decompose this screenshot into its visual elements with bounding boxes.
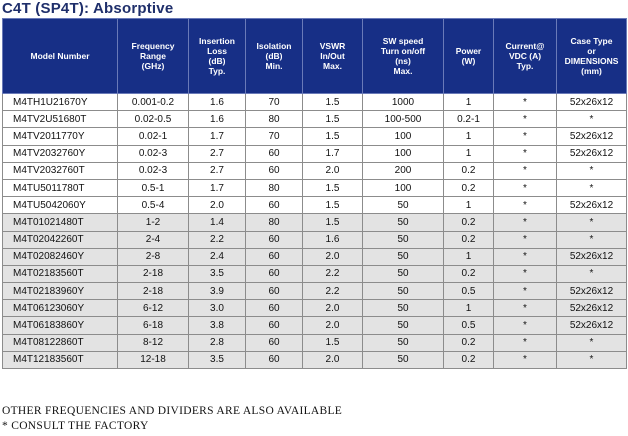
cell-model-number: M4TV2U51680T (3, 111, 118, 128)
cell-current: * (494, 214, 557, 231)
table-row (3, 128, 627, 145)
cell-frequency-range: 6-12 (118, 300, 189, 317)
cell-case-type: 52x26x12 (557, 248, 627, 265)
cell-case-type: * (557, 179, 627, 196)
cell-current: * (494, 94, 557, 111)
cell-sw-speed: 50 (363, 317, 444, 334)
cell-frequency-range: 0.001-0.2 (118, 94, 189, 111)
cell-current: * (494, 145, 557, 162)
cell-current: * (494, 283, 557, 300)
table-header (3, 19, 627, 94)
cell-insertion-loss: 2.8 (189, 334, 246, 351)
cell-insertion-loss: 3.0 (189, 300, 246, 317)
cell-frequency-range: 2-18 (118, 283, 189, 300)
cell-vswr: 2.2 (303, 265, 363, 282)
header-vswr: VSWR In/Out Max. (303, 19, 363, 94)
cell-isolation: 60 (246, 300, 303, 317)
cell-isolation: 60 (246, 334, 303, 351)
cell-sw-speed: 50 (363, 248, 444, 265)
cell-model-number: M4T02082460Y (3, 248, 118, 265)
cell-current: * (494, 351, 557, 368)
cell-power: 0.2 (444, 179, 494, 196)
table-row (3, 145, 627, 162)
cell-vswr: 1.5 (303, 179, 363, 196)
cell-sw-speed: 50 (363, 334, 444, 351)
cell-power: 1 (444, 94, 494, 111)
cell-case-type: 52x26x12 (557, 197, 627, 214)
header-isolation: Isolation (dB) Min. (246, 19, 303, 94)
table-row (3, 283, 627, 300)
cell-isolation: 80 (246, 214, 303, 231)
table-row (3, 334, 627, 351)
cell-power: 1 (444, 197, 494, 214)
table-row (3, 265, 627, 282)
cell-frequency-range: 0.02-0.5 (118, 111, 189, 128)
cell-case-type: 52x26x12 (557, 317, 627, 334)
cell-isolation: 60 (246, 197, 303, 214)
cell-insertion-loss: 3.9 (189, 283, 246, 300)
cell-model-number: M4T01021480T (3, 214, 118, 231)
header-case-type: Case Type or DIMENSIONS (mm) (557, 19, 627, 94)
cell-sw-speed: 1000 (363, 94, 444, 111)
table-row (3, 162, 627, 179)
cell-isolation: 80 (246, 111, 303, 128)
cell-insertion-loss: 2.0 (189, 197, 246, 214)
table-row (3, 214, 627, 231)
cell-case-type: * (557, 162, 627, 179)
cell-model-number: M4TV2032760Y (3, 145, 118, 162)
cell-vswr: 1.5 (303, 128, 363, 145)
cell-insertion-loss: 3.8 (189, 317, 246, 334)
cell-case-type: * (557, 265, 627, 282)
table-row (3, 248, 627, 265)
header-sw-speed: SW speed Turn on/off (ns) Max. (363, 19, 444, 94)
cell-current: * (494, 265, 557, 282)
cell-sw-speed: 50 (363, 300, 444, 317)
cell-frequency-range: 2-4 (118, 231, 189, 248)
header-row (3, 19, 627, 94)
cell-model-number: M4TU5011780T (3, 179, 118, 196)
cell-isolation: 60 (246, 265, 303, 282)
cell-isolation: 60 (246, 231, 303, 248)
cell-current: * (494, 317, 557, 334)
cell-vswr: 1.5 (303, 214, 363, 231)
cell-frequency-range: 12-18 (118, 351, 189, 368)
cell-frequency-range: 0.02-3 (118, 162, 189, 179)
cell-sw-speed: 100 (363, 179, 444, 196)
cell-sw-speed: 100 (363, 145, 444, 162)
footer-consult-note: * CONSULT THE FACTORY (2, 420, 149, 432)
cell-vswr: 1.5 (303, 197, 363, 214)
cell-current: * (494, 128, 557, 145)
cell-model-number: M4T12183560T (3, 351, 118, 368)
table-row (3, 300, 627, 317)
cell-power: 0.5 (444, 283, 494, 300)
cell-power: 0.2 (444, 351, 494, 368)
cell-vswr: 2.0 (303, 162, 363, 179)
cell-frequency-range: 8-12 (118, 334, 189, 351)
cell-insertion-loss: 2.4 (189, 248, 246, 265)
cell-sw-speed: 50 (363, 283, 444, 300)
cell-current: * (494, 248, 557, 265)
cell-isolation: 60 (246, 317, 303, 334)
cell-sw-speed: 50 (363, 351, 444, 368)
cell-insertion-loss: 1.6 (189, 94, 246, 111)
spec-table (2, 18, 627, 369)
cell-model-number: M4TU5042060Y (3, 197, 118, 214)
cell-isolation: 60 (246, 283, 303, 300)
cell-frequency-range: 0.02-1 (118, 128, 189, 145)
cell-power: 0.2 (444, 334, 494, 351)
cell-current: * (494, 334, 557, 351)
page-title: C4T (SP4T): Absorptive (2, 0, 174, 17)
cell-model-number: M4T06183860Y (3, 317, 118, 334)
cell-insertion-loss: 2.7 (189, 145, 246, 162)
cell-vswr: 2.2 (303, 283, 363, 300)
cell-sw-speed: 50 (363, 265, 444, 282)
cell-case-type: * (557, 334, 627, 351)
cell-case-type: 52x26x12 (557, 300, 627, 317)
cell-vswr: 2.0 (303, 351, 363, 368)
cell-insertion-loss: 1.6 (189, 111, 246, 128)
cell-insertion-loss: 2.2 (189, 231, 246, 248)
cell-model-number: M4T08122860T (3, 334, 118, 351)
cell-frequency-range: 0.5-1 (118, 179, 189, 196)
cell-sw-speed: 50 (363, 214, 444, 231)
cell-vswr: 2.0 (303, 300, 363, 317)
cell-case-type: * (557, 111, 627, 128)
cell-power: 1 (444, 248, 494, 265)
cell-vswr: 1.6 (303, 231, 363, 248)
cell-current: * (494, 111, 557, 128)
cell-current: * (494, 197, 557, 214)
cell-insertion-loss: 1.7 (189, 179, 246, 196)
cell-model-number: M4T06123060Y (3, 300, 118, 317)
table-row (3, 231, 627, 248)
cell-frequency-range: 6-18 (118, 317, 189, 334)
table-row (3, 94, 627, 111)
cell-power: 0.2 (444, 214, 494, 231)
cell-model-number: M4TV2011770Y (3, 128, 118, 145)
cell-frequency-range: 2-18 (118, 265, 189, 282)
table-body (3, 94, 627, 369)
header-frequency-range: Frequency Range (GHz) (118, 19, 189, 94)
header-model-number: Model Number (3, 19, 118, 94)
cell-sw-speed: 100-500 (363, 111, 444, 128)
cell-model-number: M4T02183960Y (3, 283, 118, 300)
cell-model-number: M4TV2032760T (3, 162, 118, 179)
cell-insertion-loss: 3.5 (189, 351, 246, 368)
cell-frequency-range: 0.5-4 (118, 197, 189, 214)
cell-sw-speed: 50 (363, 197, 444, 214)
cell-power: 1 (444, 300, 494, 317)
cell-isolation: 60 (246, 162, 303, 179)
cell-isolation: 70 (246, 94, 303, 111)
header-power: Power (W) (444, 19, 494, 94)
table-row (3, 111, 627, 128)
cell-case-type: * (557, 214, 627, 231)
cell-current: * (494, 162, 557, 179)
cell-model-number: M4T02042260T (3, 231, 118, 248)
cell-isolation: 60 (246, 248, 303, 265)
footer-availability-note: OTHER FREQUENCIES AND DIVIDERS ARE ALSO AVAILABLE (2, 405, 343, 417)
cell-sw-speed: 200 (363, 162, 444, 179)
cell-power: 0.2 (444, 231, 494, 248)
cell-power: 0.2 (444, 162, 494, 179)
cell-power: 0.5 (444, 317, 494, 334)
cell-frequency-range: 2-8 (118, 248, 189, 265)
header-current: Current@ VDC (A) Typ. (494, 19, 557, 94)
cell-case-type: 52x26x12 (557, 283, 627, 300)
cell-model-number: M4TH1U21670Y (3, 94, 118, 111)
cell-vswr: 1.7 (303, 145, 363, 162)
cell-case-type: * (557, 351, 627, 368)
header-insertion-loss: Insertion Loss (dB) Typ. (189, 19, 246, 94)
cell-sw-speed: 100 (363, 128, 444, 145)
cell-insertion-loss: 2.7 (189, 162, 246, 179)
cell-vswr: 1.5 (303, 334, 363, 351)
cell-sw-speed: 50 (363, 231, 444, 248)
cell-vswr: 1.5 (303, 94, 363, 111)
cell-power: 1 (444, 145, 494, 162)
cell-current: * (494, 300, 557, 317)
cell-insertion-loss: 3.5 (189, 265, 246, 282)
cell-isolation: 70 (246, 128, 303, 145)
cell-frequency-range: 0.02-3 (118, 145, 189, 162)
cell-power: 0.2-1 (444, 111, 494, 128)
cell-isolation: 60 (246, 351, 303, 368)
table-row (3, 351, 627, 368)
cell-isolation: 60 (246, 145, 303, 162)
cell-case-type: 52x26x12 (557, 145, 627, 162)
cell-vswr: 2.0 (303, 248, 363, 265)
cell-model-number: M4T02183560T (3, 265, 118, 282)
cell-current: * (494, 231, 557, 248)
cell-insertion-loss: 1.7 (189, 128, 246, 145)
cell-frequency-range: 1-2 (118, 214, 189, 231)
cell-case-type: 52x26x12 (557, 94, 627, 111)
cell-case-type: 52x26x12 (557, 128, 627, 145)
table-row (3, 179, 627, 196)
cell-insertion-loss: 1.4 (189, 214, 246, 231)
cell-vswr: 1.5 (303, 111, 363, 128)
cell-vswr: 2.0 (303, 317, 363, 334)
cell-power: 1 (444, 128, 494, 145)
cell-current: * (494, 179, 557, 196)
cell-isolation: 80 (246, 179, 303, 196)
table-row (3, 197, 627, 214)
table-row (3, 317, 627, 334)
cell-case-type: * (557, 231, 627, 248)
cell-power: 0.2 (444, 265, 494, 282)
